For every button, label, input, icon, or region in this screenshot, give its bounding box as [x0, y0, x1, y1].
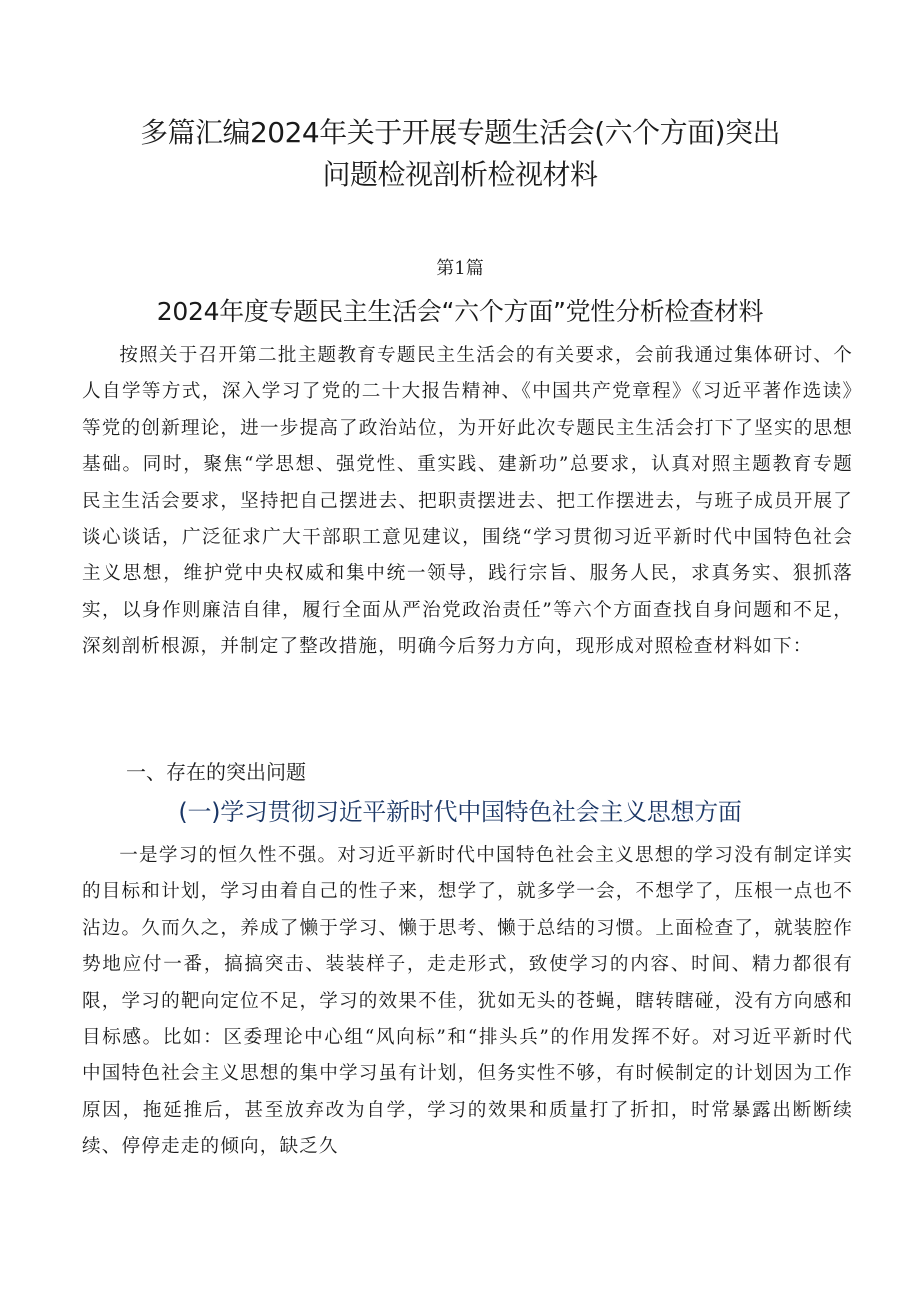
article-subtitle: 2024年度专题民主生活会“六个方面”党性分析检查材料	[156, 297, 764, 326]
body-paragraph: 一是学习的恒久性不强。对习近平新时代中国特色社会主义思想的学习没有制定详实的目标和计划，学习由着自己的性子来，想学了，就多学一会，不想学了，压根一点也不沾边。久而久之，养成了懒于学习、懒于思考、懒于总结的习惯。上面检查了，就装腔作势地应付一番，搞搞突击、装装样子，走走形式，致使学习的内容、时间、精力都很有限，学习的靶向定位不足，学习的效果不佳，犹如无头的苍蝇，瞎转瞎碰，没有方向感和目标感。比如：区委理论中心组“风向标”和“排头兵”的作用发挥不好。对习近平新时代中国特色社会主义思想的集中学习虽有计划，但务实性不够，有时候制定的计划因为工作原因，拖延推后，甚至放弃改为自学，学习的效果和质量打了折扣，时常暴露出断断续续、停停走走的倾向，缺乏久	[82, 845, 853, 1158]
section-heading: 一、存在的突出问题	[126, 760, 306, 784]
chapter-label: 第1篇	[436, 258, 484, 279]
document-title-line2: 问题检视剖析检视材料	[322, 158, 598, 191]
subsection-heading: (一)学习贯彻习近平新时代中国特色社会主义思想方面	[178, 798, 742, 826]
intro-paragraph: 按照关于召开第二批主题教育专题民主生活会的有关要求，会前我通过集体研讨、个人自学等方式，深入学习了党的二十大报告精神、《中国共产党章程》《习近平著作选读》等党的创新理论，进一步提高了政治站位，为开好此次专题民主生活会打下了坚实的思想基础。同时，聚焦“学思想、强党性、重实践、建新功”总要求，认真对照主题教育专题民主生活会要求，坚持把自己摆进去、把职责摆进去、把工作摆进去，与班子成员开展了谈心谈话，广泛征求广大干部职工意见建议，围绕“学习贯彻习近平新时代中国特色社会主义思想，维护党中央权威和集中统一领导，践行宗旨、服务人民，求真务实、狠抓落实，以身作则廉洁自律，履行全面从严治党政治责任”等六个方面查找自身问题和不足，深刻剖析根源，并制定了整改措施，明确今后努力方向，现形成对照检查材料如下：	[82, 345, 853, 658]
document-title-line1: 多篇汇编2024年关于开展专题生活会(六个方面)突出	[139, 116, 781, 149]
document-title	[60, 112, 860, 196]
